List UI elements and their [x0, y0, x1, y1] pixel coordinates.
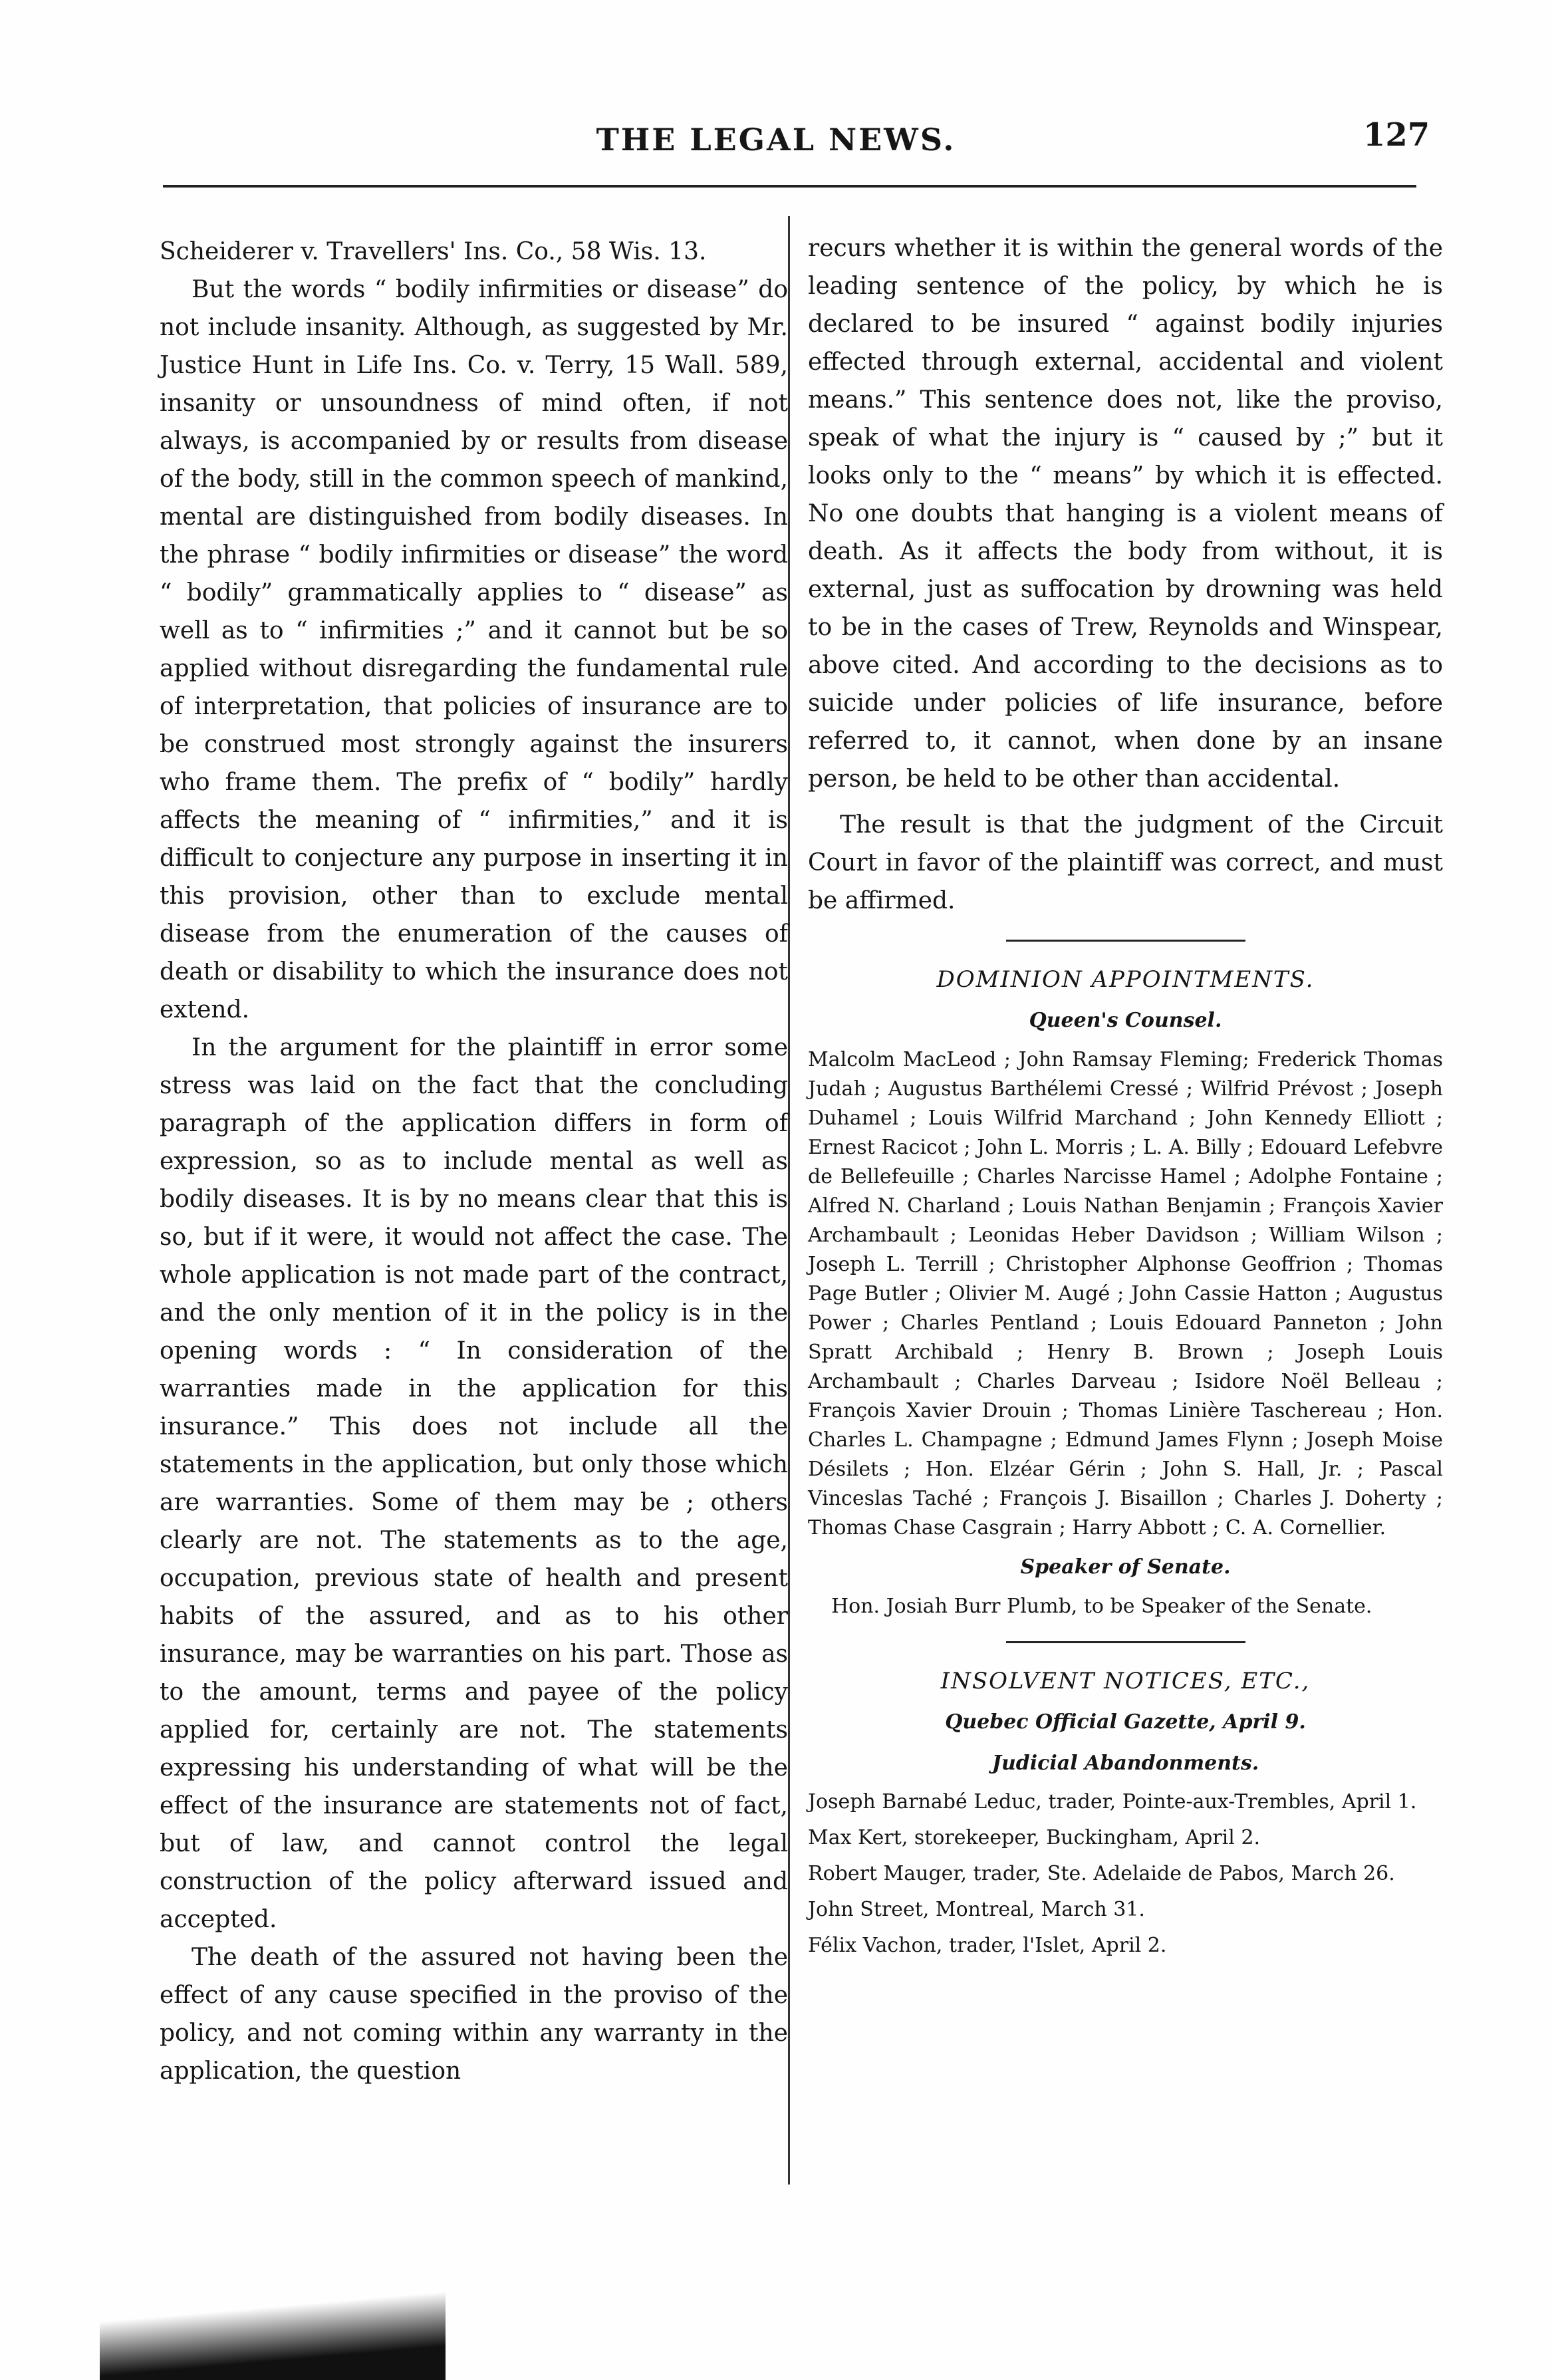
section-rule	[1006, 1641, 1245, 1643]
header-rule	[163, 185, 1416, 188]
section-title-dominion: DOMINION APPOINTMENTS.	[936, 966, 1315, 993]
notice-item: Joseph Barnabé Leduc, trader, Pointe-aux-Trembles, April 1.	[808, 1790, 1417, 1813]
speaker-appointment: Hon. Josiah Burr Plumb, to be Speaker of the Senate.	[831, 1595, 1372, 1618]
notice-item: John Street, Montreal, March 31.	[808, 1898, 1145, 1921]
paragraph: In the argument for the plaintiff in error some stress was laid on the fact that the concluding paragraph of the application differs in form of expression, so as to include mental as well as bodily diseases. It is by no means clear that this is so, but if it were, it would not affect the case. The whole application is not made part of the contract, and the only mention of it in the policy is in the opening words : “ In consideration of the warranties made in the application for this insurance.” This does not include all the statements in the application, but only those which are warranties. Some of them may be ; others clearly are not. The statements as to the age, occupation, previous state of health and present habits of the assured, and as to his other insurance, may be warranties on his part. Those as to the amount, terms and payee of the policy applied for, certainly are not. The statements expressing his understanding of what will be the effect of the insurance are statements not of fact, but of law, and cannot control the legal construction of the policy afterward issued and accepted.	[160, 1034, 788, 1933]
citation-line: Scheiderer v. Travellers' Ins. Co., 58 Wis. 13.	[160, 238, 707, 265]
column-divider	[788, 216, 790, 2184]
section-title-insolvent: INSOLVENT NOTICES, ETC.,	[940, 1668, 1311, 1694]
left-column	[160, 233, 788, 2090]
subheading-speaker: Speaker of Senate.	[1020, 1555, 1231, 1579]
right-column	[808, 229, 1443, 1960]
paragraph: But the words “ bodily infirmities or disease” do not include insanity. Although, as suggested by Mr. Justice Hunt in Life Ins. Co. v. Terry, 15 Wall. 589, insanity or unsoundness of mind often, if not always, is accompanied by or results from disease of the body, still in the common speech of mankind, mental are distinguished from bodily diseases. In the phrase “ bodily infirmities or disease” the word “ bodily” grammatically applies to “ disease” as well as to “ infirmities ;” and it cannot but be so applied without disregarding the fundamental rule of interpretation, that policies of insurance are to be construed most strongly against the insurers who frame them. The prefix of “ bodily” hardly affects the meaning of “ infirmities,” and it is difficult to conjecture any purpose in inserting it in this provision, other than to exclude mental disease from the enumeration of the causes of death or disability to which the insurance does not extend.	[160, 276, 788, 1023]
page-header	[0, 116, 1552, 176]
queens-counsel-list: Malcolm MacLeod ; John Ramsay Fleming; Frederick Thomas Judah ; Augustus Barthélemi Cressé ; Wilfrid Prévost ; Joseph Duhamel ; Louis Wilfrid Marchand ; John Kennedy Elliott ; Ernest Racicot ; John L. Morris ; L. A. Billy ; Edouard Lefebvre de Bellefeuille ; Charles Narcisse Hamel ; Adolphe Fontaine ; Alfred N. Charland ; Louis Nathan Benjamin ; François Xavier Archambault ; Leonidas Heber Davidson ; William Wilson ; Joseph L. Terrill ; Christopher Alphonse Geoffrion ; Thomas Page Butler ; Olivier M. Augé ; John Cassie Hatton ; Augustus Power ; Charles Pentland ; Louis Edouard Panneton ; John Spratt Archibald ; Henry B. Brown ; Joseph Louis Archambault ; Charles Darveau ; Isidore Noël Belleau ; François Xavier Drouin ; Thomas Linière Taschereau ; Hon. Charles L. Champagne ; Edmund James Flynn ; Joseph Moise Désilets ; Hon. Elzéar Gérin ; John S. Hall, Jr. ; Pascal Vinceslas Taché ; François J. Bisaillon ; Charles J. Doherty ; Thomas Chase Casgrain ; Harry Abbott ; C. A. Cornellier.	[808, 1048, 1443, 1539]
scan-edge-shadow	[100, 2274, 446, 2380]
running-title: THE LEGAL NEWS.	[596, 122, 956, 158]
subheading-abandonments: Judicial Abandonments.	[991, 1752, 1259, 1775]
notice-item: Robert Mauger, trader, Ste. Adelaide de Pabos, March 26.	[808, 1862, 1395, 1885]
gazette-source: Quebec Official Gazette, April 9.	[945, 1710, 1306, 1734]
notice-item: Félix Vachon, trader, l'Islet, April 2.	[808, 1934, 1167, 1957]
notice-item: Max Kert, storekeeper, Buckingham, April 2.	[808, 1826, 1261, 1849]
paragraph: The death of the assured not having been the effect of any cause specified in the proviso of the policy, and not coming within any warranty in the application, the question	[160, 1944, 788, 2085]
page-number: 127	[1363, 116, 1430, 154]
paragraph: The result is that the judgment of the Circuit Court in favor of the plaintiff was correct, and must be affirmed.	[808, 811, 1443, 914]
paragraph: recurs whether it is within the general words of the leading sentence of the policy, by which he is declared to be insured “ against bodily injuries effected through external, accidental and violent means.” This sentence does not, like the proviso, speak of what the injury is “ caused by ;” but it looks only to the “ means” by which it is effected. No one doubts that hanging is a violent means of death. As it affects the body from without, it is external, just as suffocation by drowning was held to be in the cases of Trew, Reynolds and Winspear, above cited. And according to the decisions as to suicide under policies of life insurance, before referred to, it cannot, when done by an insane person, be held to be other than accidental.	[808, 235, 1443, 793]
section-rule	[1006, 940, 1245, 942]
subheading-queens-counsel: Queen's Counsel.	[1029, 1009, 1222, 1032]
